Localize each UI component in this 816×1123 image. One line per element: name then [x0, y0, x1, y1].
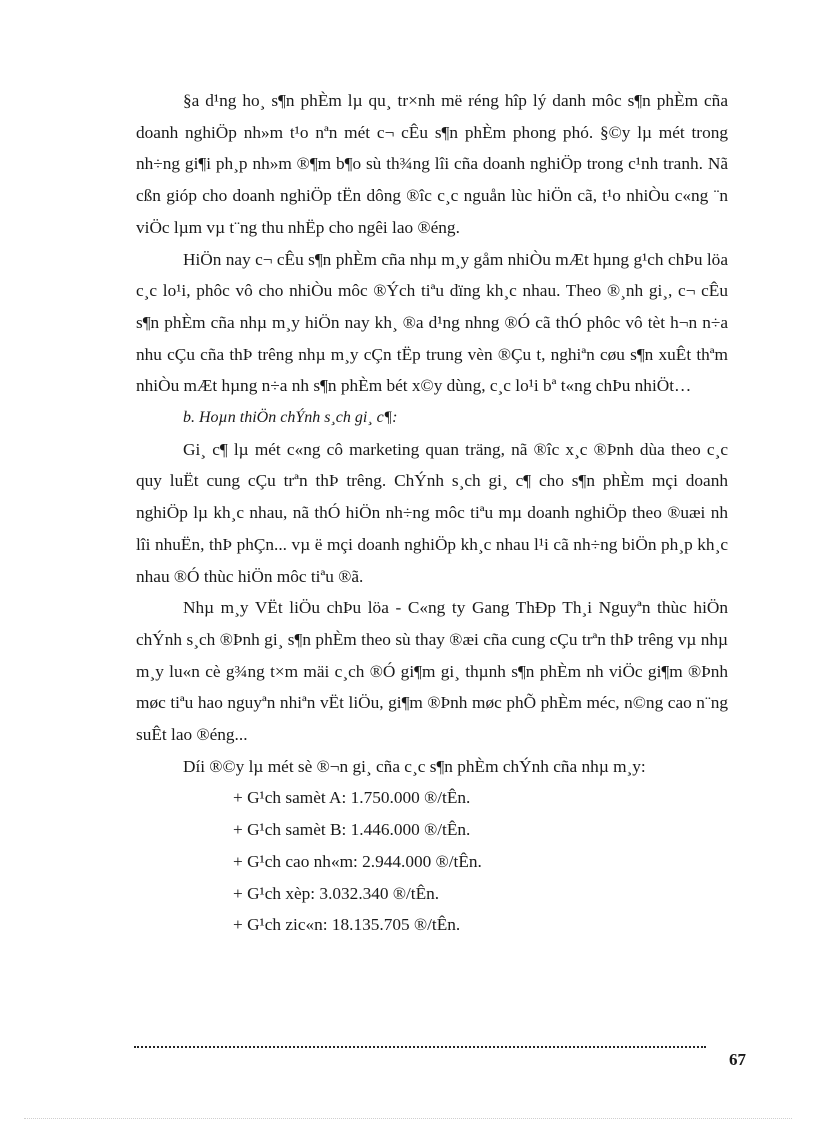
page-number: 67 [729, 1050, 746, 1069]
paragraph: Gi¸ c¶ lµ mét c«ng cô marketing quan träng, nã ®îc x¸c ®Þnh dùa theo c¸c quy luËt cung cÇu trªn thÞ trêng. ChÝnh s¸ch gi¸ c¶ cho s¶n phÈm mçi doanh nghiÖp lµ kh¸c nhau, nã thÓ hiÖn nh÷ng môc tiªu mµ doanh nghiÖp theo ®uæi nh lîi nhuËn, thÞ phÇn... vµ ë mçi doanh nghiÖp kh¸c nhau l¹i cã nh÷ng biÖn ph¸p kh¸c nhau ®Ó thùc hiÖn môc tiªu ®ã. [136, 439, 728, 586]
paragraph: Nhµ m¸y VËt liÖu chÞu löa - C«ng ty Gang ThÐp Th¸i Nguyªn thùc hiÖn chÝnh s¸ch ®Þnh gi¸ s¶n phÈm theo sù thay ®æi cña cung cÇu trªn thÞ trêng vµ nhµ m¸y lu«n cè g¾ng t×m mäi c¸ch ®Ó gi¶m gi¸ thµnh s¶n phÈm nh viÖc gi¶m ®Þnh møc tiªu hao nguyªn nhiªn vËt liÖu, gi¶m ®Þnh møc phÕ phÈm méc, n©ng cao n¨ng suÊt lao ®éng... [136, 598, 728, 745]
price-item: + G¹ch cao nh«m: 2.944.000 ®/tÊn. [233, 851, 482, 871]
page-bottom-rule [24, 1118, 792, 1119]
section-heading: b. Hoµn thiÖn chÝnh s¸ch gi¸ c¶: [183, 409, 398, 427]
price-item: + G¹ch zic«n: 18.135.705 ®/tÊn. [233, 915, 461, 935]
paragraph: Díi ®©y lµ mét sè ®¬n gi¸ cña c¸c s¶n phÈm chÝnh cña nhµ m¸y: [183, 756, 646, 776]
body-text [136, 85, 728, 941]
price-item: + G¹ch xèp: 3.032.340 ®/tÊn. [233, 883, 440, 903]
paragraph: HiÖn nay c¬ cÊu s¶n phÈm cña nhµ m¸y gåm nhiÒu mÆt hµng g¹ch chÞu löa c¸c lo¹i, phôc vô cho nhiÒu môc ®Ých tiªu dïng kh¸c nhau. Theo ®¸nh gi¸, c¬ cÊu s¶n phÈm cña nhµ m¸y hiÖn nay kh¸ ®a d¹ng nhng ®Ó cã thÓ phôc vô tèt h¬n n÷a nhu cÇu cña thÞ trêng nhµ m¸y cÇn tËp trung vèn ®Çu t, nghiªn cøu s¶n xuÊt thªm nhiÒu mÆt hµng n÷a nh s¶n phÈm bét x©y dùng, c¸c lo¹i bª t«ng chÞu nhiÖt… [136, 249, 728, 396]
price-item: + G¹ch samèt B: 1.446.000 ®/tÊn. [233, 820, 471, 840]
footer-dotted-rule [134, 1046, 706, 1048]
price-item: + G¹ch samèt A: 1.750.000 ®/tÊn. [233, 788, 471, 808]
paragraph: §a d¹ng ho¸ s¶n phÈm lµ qu¸ tr×nh më réng hîp lý danh môc s¶n phÈm cña doanh nghiÖp nh»m t¹o nªn mét c¬ cÊu s¶n phÈm phong phó. §©y lµ mét trong nh÷ng gi¶i ph¸p nh»m ®¶m b¶o sù th¾ng lîi cña doanh nghiÖp trong c¹nh tranh. Nã cßn gióp cho doanh nghiÖp tËn dông ®îc c¸c nguån lùc hiÖn cã, t¹o nhiÒu c«ng ¨n viÖc lµm vµ t¨ng thu nhËp cho ngêi lao ®éng. [136, 91, 728, 237]
